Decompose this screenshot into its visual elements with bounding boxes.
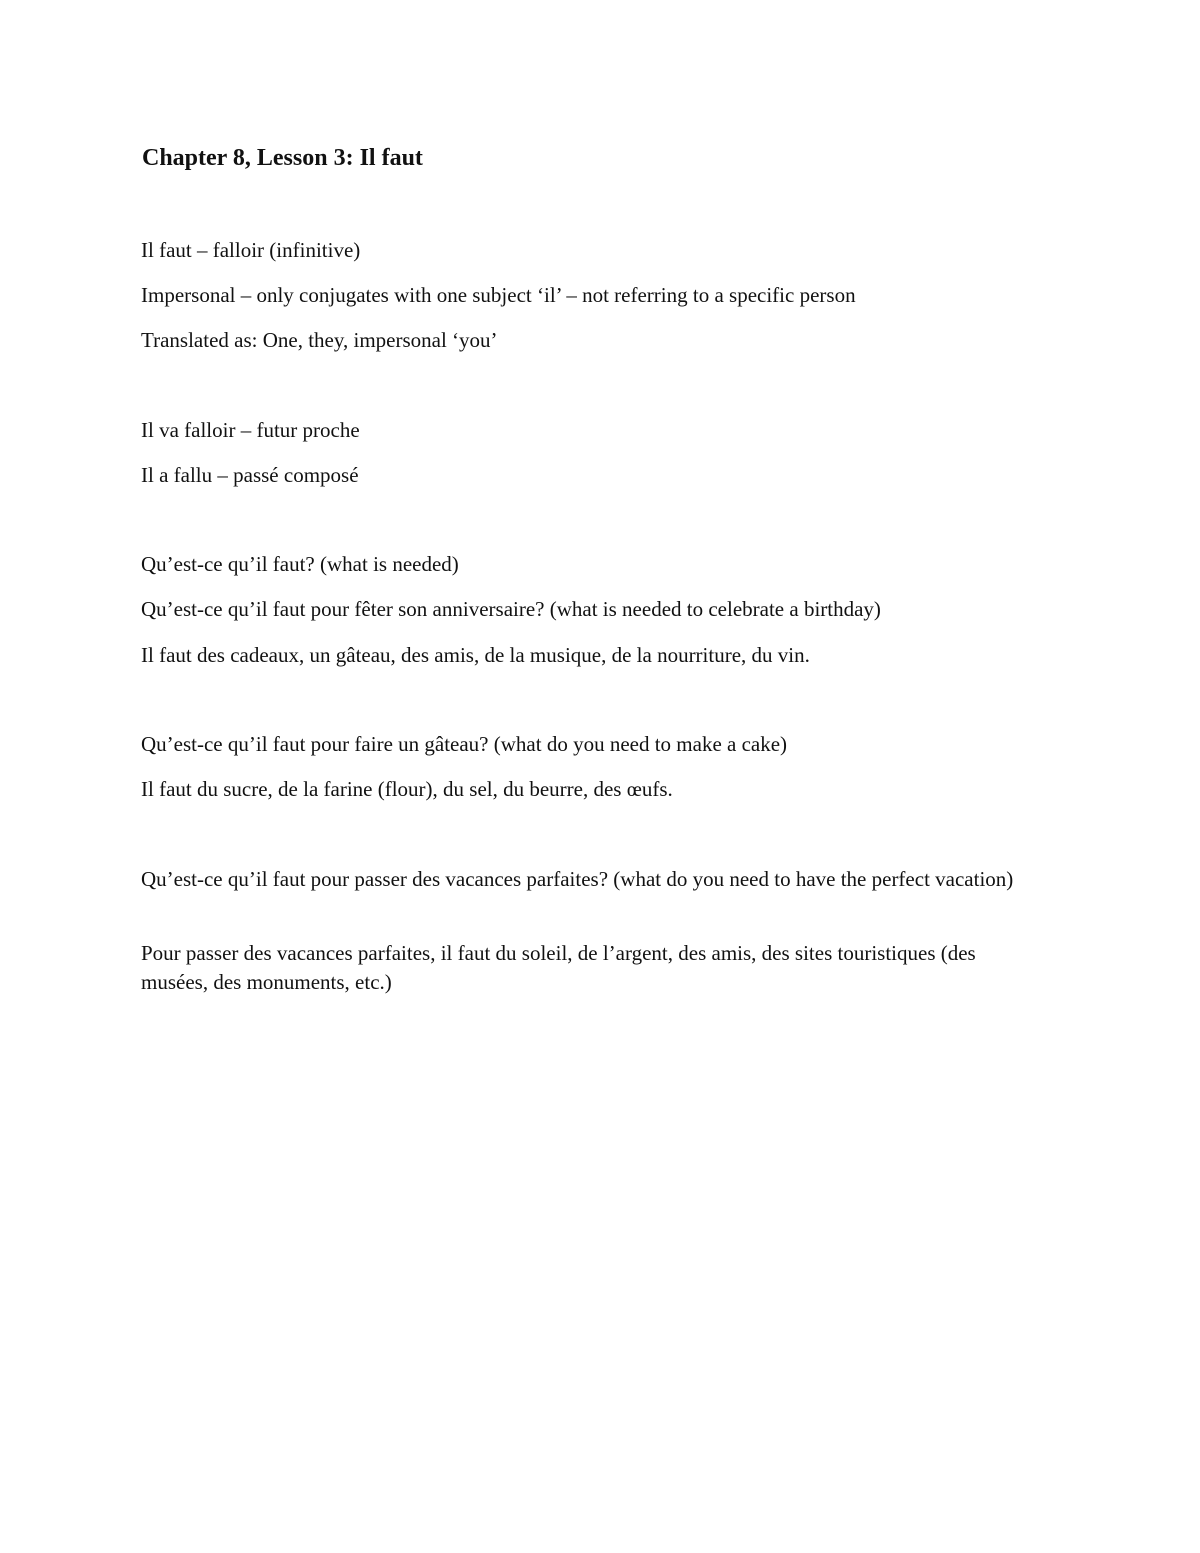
text-line-translation: Translated as: One, they, impersonal ‘you’ (141, 328, 498, 352)
page-title: Chapter 8, Lesson 3: Il faut (142, 145, 423, 171)
text-line-question-needed: Qu’est-ce qu’il faut? (what is needed) (141, 552, 459, 576)
text-line-futur-proche: Il va falloir – futur proche (141, 418, 360, 442)
text-line-definition: Il faut – falloir (infinitive) (141, 238, 361, 262)
text-line-question-birthday: Qu’est-ce qu’il faut pour fêter son anniversaire? (what is needed to celebrate a birthday) (141, 597, 881, 621)
text-line-passe-compose: Il a fallu – passé composé (141, 463, 359, 487)
text-line-question-vacation: Qu’est-ce qu’il faut pour passer des vacances parfaites? (what do you need to have the perfect vacation) (141, 867, 1014, 891)
text-line-impersonal: Impersonal – only conjugates with one subject ‘il’ – not referring to a specific person (141, 283, 856, 307)
text-line-answer-birthday: Il faut des cadeaux, un gâteau, des amis, de la musique, de la nourriture, du vin. (141, 643, 810, 667)
text-line-answer-cake: Il faut du sucre, de la farine (flour), du sel, du beurre, des œufs. (141, 777, 673, 801)
text-line-answer-vacation: Pour passer des vacances parfaites, il faut du soleil, de l’argent, des amis, des sites touristiques (des musées, des monuments, etc.) (141, 941, 976, 994)
text-line-question-cake: Qu’est-ce qu’il faut pour faire un gâteau? (what do you need to make a cake) (141, 732, 788, 756)
